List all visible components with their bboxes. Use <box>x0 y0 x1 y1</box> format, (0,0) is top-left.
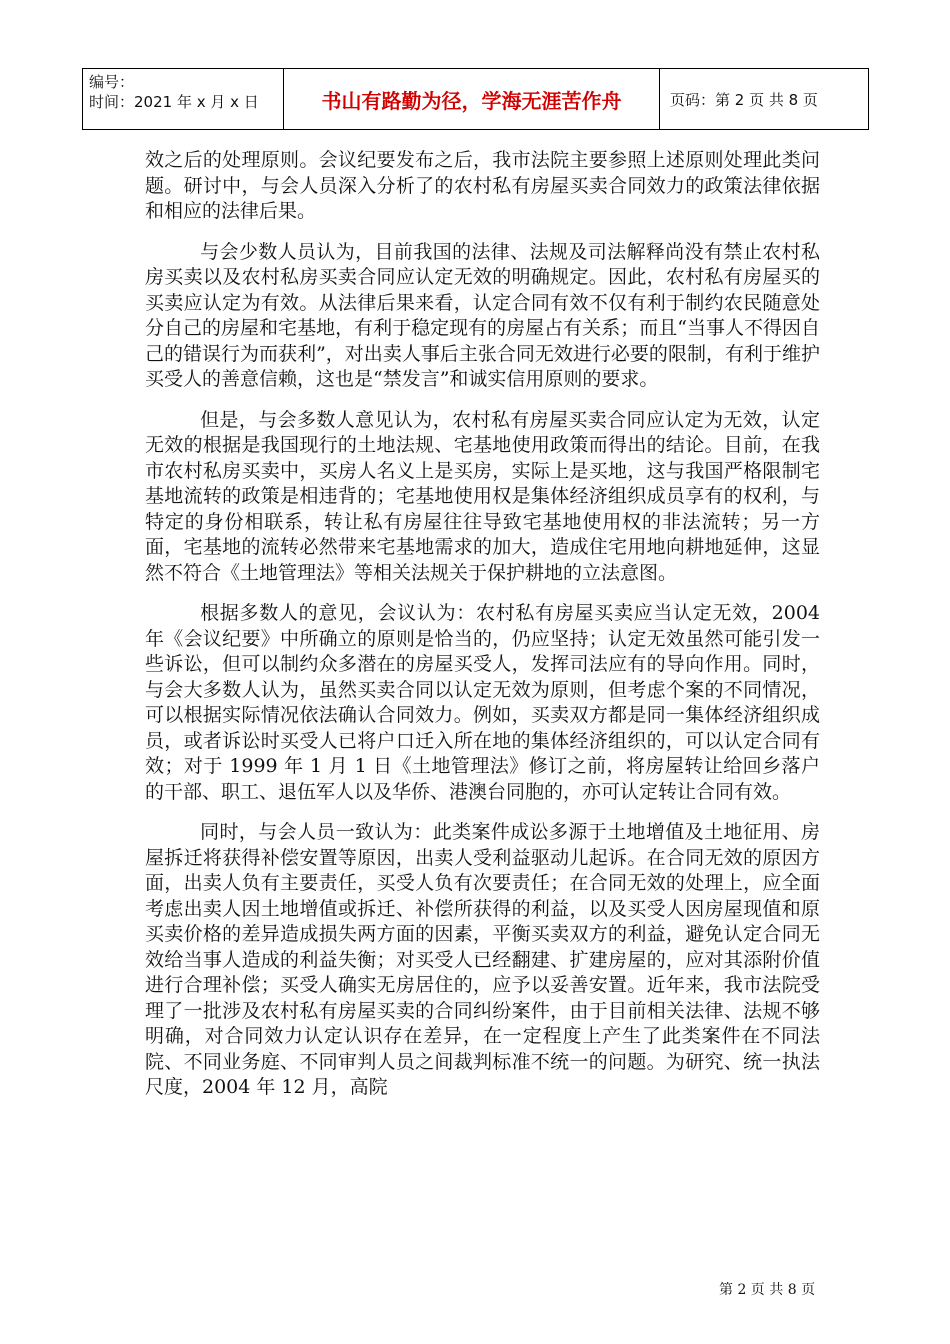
body-paragraph: 与会少数人员认为，目前我国的法律、法规及司法解释尚没有禁止农村私房买卖以及农村私房买卖合同应认定无效的明确规定。因此，农村私有房屋买的买卖应认定为有效。从法律后果来看，认定合同有效不仅有利于制约农民随意处分自己的房屋和宅基地，有利于稳定现有的房屋占有关系；而且“当事人不得因自己的错误行为而获利”，对出卖人事后主张合同无效进行必要的限制，有利于维护买受人的善意信赖，这也是“禁发言”和诚实信用原则的要求。 <box>145 240 820 390</box>
body-paragraph: 效之后的处理原则。会议纪要发布之后，我市法院主要参照上述原则处理此类问题。研讨中，与会人员深入分析了的农村私有房屋买卖合同效力的政策法律依据和相应的法律后果。 <box>145 149 820 222</box>
document-header <box>82 68 869 130</box>
header-motto: 书山有路勤为径，学海无涯苦作舟 <box>284 69 660 129</box>
header-meta <box>83 69 284 129</box>
page-footer: 第 2 页 共 8 页 <box>719 1282 816 1298</box>
document-number-label: 编号： <box>89 73 135 91</box>
body-paragraph: 同时，与会人员一致认为：此类案件成讼多源于土地增值及土地征用、房屋拆迁将获得补偿安置等原因，出卖人受利益驱动儿起诉。在合同无效的原因方面，出卖人负有主要责任，买受人负有次要责任；在合同无效的处理上，应全面考虑出卖人因土地增值或拆迁、补偿所获得的利益，以及买受人因房屋现值和原买卖价格的差异造成损失两方面的因素，平衡买卖双方的利益，避免认定合同无效给当事人造成的利益失衡；对买受人已经翻建、扩建房屋的，应对其添附价值进行合理补偿；买受人确实无房居住的，应予以妥善安置。近年来，我市法院受理了一批涉及农村私有房屋买卖的合同纠纷案件，由于目前相关法律、法规不够明确，对合同效力认定认识存在差异，在一定程度上产生了此类案件在不同法院、不同业务庭、不同审判人员之间裁判标准不统一的问题。为研究、统一执法尺度，2004 年 12 月，高院 <box>145 821 820 1098</box>
body-paragraph: 但是，与会多数人意见认为，农村私有房屋买卖合同应认定为无效，认定无效的根据是我国现行的土地法规、宅基地使用政策而得出的结论。目前，在我市农村私房买卖中，买房人名义上是买房，实际上是买地，这与我国严格限制宅基地流转的政策是相违背的；宅基地使用权是集体经济组织成员享有的权利，与特定的身份相联系，转让私有房屋往往导致宅基地使用权的非法流转；另一方面，宅基地的流转必然带来宅基地需求的加大，造成住宅用地向耕地延伸，这显然不符合《土地管理法》等相关法规关于保护耕地的立法意图。 <box>145 408 820 584</box>
body-paragraph: 根据多数人的意见，会议认为：农村私有房屋买卖应当认定无效，2004 年《会议纪要》中所确立的原则是恰当的，仍应坚持；认定无效虽然可能引发一些诉讼，但可以制约众多潜在的房屋买受人，发挥司法应有的导向作用。同时，与会大多数人认为，虽然买卖合同以认定无效为原则，但考虑个案的不同情况，可以根据实际情况依法确认合同效力。例如，买卖双方都是同一集体经济组织成员，或者诉讼时买受人已将户口迁入所在地的集体经济组织的，可以认定合同有效；对于 1999 年 1 月 1 日《土地管理法》修订之前，将房屋转让给回乡落户的干部、职工、退伍军人以及华侨、港澳台同胞的，亦可认定转让合同有效。 <box>145 602 820 803</box>
header-page-info: 页码：第 2 页 共 8 页 <box>670 90 818 109</box>
document-time-label: 时间：2021 年 x 月 x 日 <box>89 93 259 111</box>
document-body <box>145 148 820 1116</box>
